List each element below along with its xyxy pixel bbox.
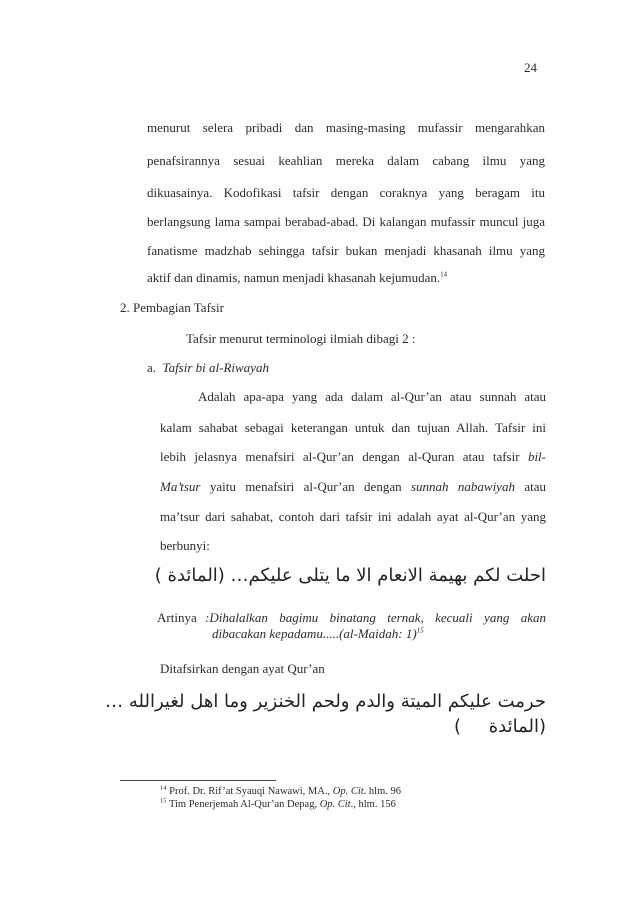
paragraph-line: Ma’tsur yaitu menafsiri al-Qur’an dengan sunnah nabawiyah atau (160, 479, 546, 494)
paragraph-line: fanatisme madzhab sehingga tafsir bukan menjadi khasanah ilmu yang (147, 243, 545, 258)
arabic-verse-1: احلت لكم بهيمة الانعام الا ما يتلى عليكم… (المائدة ) (154, 565, 546, 586)
footnote-15: $^{15}$ Tim Penerjemah Al-Qur’an Depag, Op. Cit., hlm. 156 (160, 797, 396, 810)
ditafsirkan-text: Ditafsirkan dengan ayat Qur’an (160, 661, 325, 676)
arabic-verse-2-surah: (المائدة ) (453, 716, 546, 737)
paragraph-line: lebih jelasnya menafsiri al-Qur’an dengan al-Quran atau tafsir bil- (160, 449, 546, 464)
translation-text: dibacakan kepadamu.....(al-Maidah: 1) (212, 626, 417, 641)
page-number: 24 (524, 60, 537, 75)
paragraph-text: aktif dan dinamis, namun menjadi khasanah kejumudan. (147, 270, 441, 285)
paragraph-last-line (147, 270, 447, 286)
paragraph-line: menurut selera pribadi dan masing-masing mufassir mengarahkan (147, 120, 545, 135)
subheading-letter: a. (147, 360, 157, 375)
paragraph-line: dikuasainya. Kodofikasi tafsir dengan coraknya yang beragam itu (147, 185, 545, 200)
section-heading: 2. Pembagian Tafsir (120, 300, 224, 315)
paragraph-line: kalam sahabat sebagai keterangan untuk dan tujuan Allah. Tafsir ini (160, 420, 546, 435)
translation-line (212, 626, 424, 642)
paragraph-line: penafsirannya sesuai keahlian mereka dalam cabang ilmu yang (147, 153, 545, 168)
paragraph-line: Adalah apa-apa yang ada dalam al-Qur’an atau sunnah atau (198, 389, 546, 404)
footnote-divider (120, 780, 276, 781)
footnote-ref-15: 15 (416, 626, 424, 635)
paragraph-line: berlangsung lama sampai berabad-abad. Di kalangan mufassir muncul juga (147, 214, 545, 229)
paragraph-line: berbunyi: (160, 538, 210, 553)
footnote-14: $^{14}$ Prof. Dr. Rif’at Syauqi Nawawi, MA., Op. Cit. hlm. 96 (160, 784, 401, 797)
intro-text: Tafsir menurut terminologi ilmiah dibagi 2 : (186, 331, 416, 346)
translation-line: :Dihalalkan bagimu binatang ternak, kecuali yang akan (205, 610, 546, 625)
subheading-title: Tafsir bi al-Riwayah (162, 360, 269, 375)
footnote-ref-14: 14 (440, 270, 448, 279)
paragraph-line: ma’tsur dari sahabat, contoh dari tafsir ini adalah ayat al-Qur’an yang (160, 509, 546, 524)
subheading-a (147, 360, 269, 376)
arabic-verse-2: حرمت عليكم الميتة والدم ولحم الخنزير وما اهل لغيرالله … (105, 691, 546, 712)
artinya-label: Artinya (157, 610, 197, 625)
